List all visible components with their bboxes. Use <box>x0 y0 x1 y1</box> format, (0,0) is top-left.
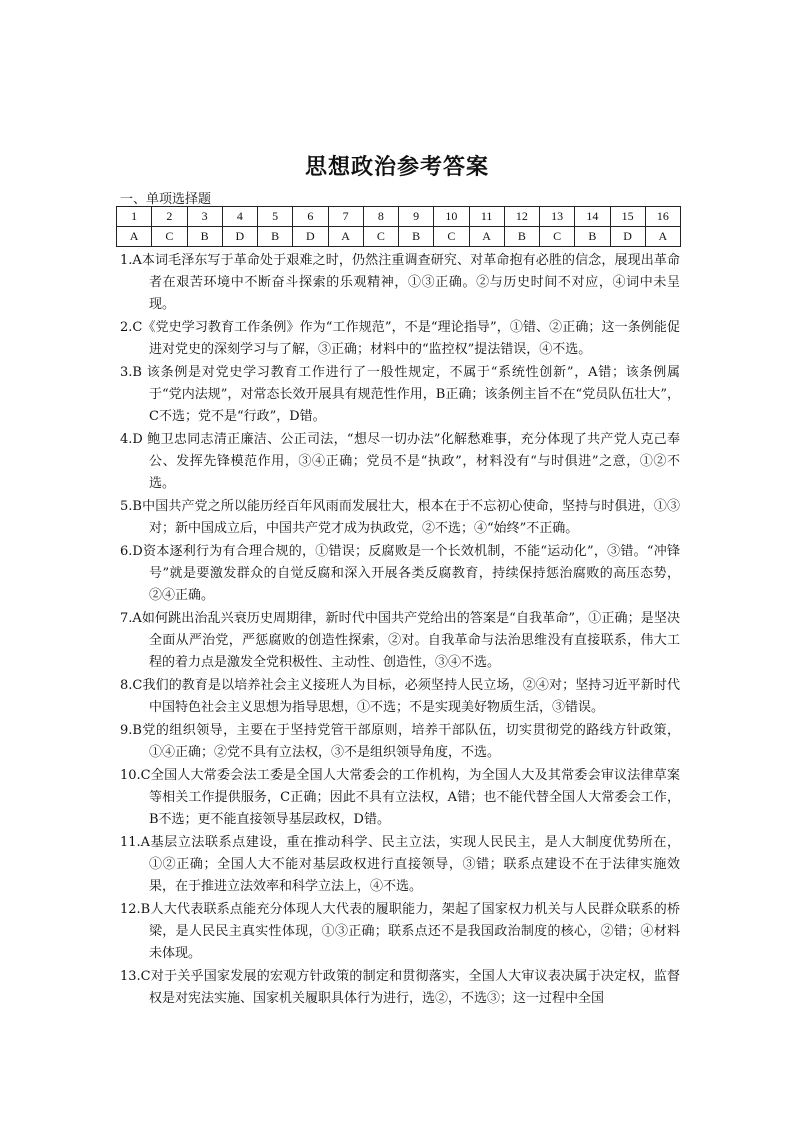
answer-cell: D <box>222 227 257 247</box>
question-number-cell: 2 <box>152 207 187 227</box>
question-number-cell: 10 <box>434 207 469 227</box>
answer-table-answer-row <box>117 227 681 247</box>
answer-explanations <box>120 250 680 1011</box>
answer-cell: B <box>504 227 539 247</box>
explanation-item: 10.C全国人大常委会法工委是全国人大常委会的工作机构，为全国人大及其常委会审议法律草案等相关工作提供服务，C正确；因此不具有立法权，A错；也不能代替全国人大常委会工作，B不选；更不能直接领导基层政权，D错。 <box>120 768 680 827</box>
explanation-item: 8.C我们的教育是以培养社会主义接班人为目标，必须坚持人民立场，②④对；坚持习近平新时代中国特色社会主义思想为指导思想，①不选；不是实现美好物质生活，③错误。 <box>120 678 680 715</box>
answer-cell: A <box>117 227 152 247</box>
explanation-item: 3.B 该条例是对党史学习教育工作进行了一般性规定，不属于“系统性创新”，A错；该条例属于“党内法规”，对常态长效开展具有规范性作用，B正确；该条例主旨不在“党员队伍壮大”，C不选；党不是“行政”，D错。 <box>120 365 680 424</box>
explanation-item: 1.A本词毛泽东写于革命处于艰难之时，仍然注重调查研究、对革命抱有必胜的信念，展现出革命者在艰苦环境中不断奋斗探索的乐观精神，①③正确。②与历史时间不对应，④词中未呈现。 <box>120 253 680 312</box>
answer-cell: D <box>293 227 328 247</box>
answer-table-number-row <box>117 207 681 227</box>
explanation-item: 9.B党的组织领导，主要在于坚持党管干部原则，培养干部队伍，切实贯彻党的路线方针政策，①④正确；②党不具有立法权，③不是组织领导角度，不选。 <box>120 723 680 760</box>
question-number-cell: 8 <box>363 207 398 227</box>
explanation-item: 5.B中国共产党之所以能历经百年风雨而发展壮大，根本在于不忘初心使命，坚持与时俱进，①③对；新中国成立后，中国共产党才成为执政党，②不选；④“始终”不正确。 <box>120 499 680 536</box>
answer-cell: A <box>469 227 504 247</box>
explanation-item: 12.B人大代表联系点能充分体现人大代表的履职能力，架起了国家权力机关与人民群众联系的桥梁，是人民民主真实性体现，①③正确；联系点还不是我国政治制度的核心，②错；④材料未体现。 <box>120 902 680 961</box>
explanation-item: 6.D资本逐利行为有合理合规的，①错误；反腐败是一个长效机制，不能“运动化”，③错。“冲锋号”就是要激发群众的自觉反腐和深入开展各类反腐教育，持续保持惩治腐败的高压态势，②④正确。 <box>120 544 680 603</box>
question-number-cell: 1 <box>117 207 152 227</box>
question-number-cell: 7 <box>328 207 363 227</box>
explanation-item: 11.A基层立法联系点建设，重在推动科学、民主立法，实现人民民主，是人大制度优势所在，①②正确；全国人大不能对基层政权进行直接领导，③错；联系点建设不在于法律实施效果，在于推进立法效率和科学立法上，④不选。 <box>120 835 680 894</box>
question-number-cell: 11 <box>469 207 504 227</box>
question-number-cell: 4 <box>222 207 257 227</box>
question-number-cell: 5 <box>258 207 293 227</box>
answer-cell: C <box>363 227 398 247</box>
explanation-item: 7.A如何跳出治乱兴衰历史周期律，新时代中国共产党给出的答案是“自我革命”，①正确；是坚决全面从严治党，严惩腐败的创造性探索，②对。自我革命与法治思维没有直接联系，伟大工程的着力点是激发全党积极性、主动性、创造性，③④不选。 <box>120 611 680 670</box>
explanation-item: 2.C《党史学习教育工作条例》作为“工作规范”，不是“理论指导”，①错、②正确；这一条例能促进对党史的深刻学习与了解，③正确；材料中的“监控权”提法错误，④不选。 <box>120 320 680 357</box>
question-number-cell: 3 <box>187 207 222 227</box>
question-number-cell: 13 <box>540 207 575 227</box>
answer-cell: B <box>258 227 293 247</box>
question-number-cell: 16 <box>645 207 680 227</box>
answer-cell: B <box>399 227 434 247</box>
question-number-cell: 14 <box>575 207 610 227</box>
answer-cell: D <box>610 227 645 247</box>
answer-cell: B <box>575 227 610 247</box>
answer-cell: C <box>434 227 469 247</box>
answer-cell: B <box>187 227 222 247</box>
answer-table <box>116 206 681 247</box>
page-title: 思想政治参考答案 <box>304 155 489 180</box>
question-number-cell: 15 <box>610 207 645 227</box>
answer-cell: C <box>540 227 575 247</box>
explanation-item: 13.C对于关乎国家发展的宏观方针政策的制定和贯彻落实，全国人大审议表决属于决定权，监督权是对宪法实施、国家机关履职具体行为进行，选②，不选③；这一过程中全国 <box>120 969 680 1006</box>
question-number-cell: 9 <box>399 207 434 227</box>
question-number-cell: 12 <box>504 207 539 227</box>
question-number-cell: 6 <box>293 207 328 227</box>
explanation-item: 4.D 鲍卫忠同志清正廉洁、公正司法，“想尽一切办法”化解愁难事，充分体现了共产党人克己奉公、发挥先锋模范作用，③④正确；党员不是“执政”，材料没有“与时俱进”之意，①②不选。 <box>120 432 680 491</box>
answer-cell: A <box>645 227 680 247</box>
answer-cell: C <box>152 227 187 247</box>
answer-cell: A <box>328 227 363 247</box>
section-heading: 一、单项选择题 <box>120 192 212 207</box>
